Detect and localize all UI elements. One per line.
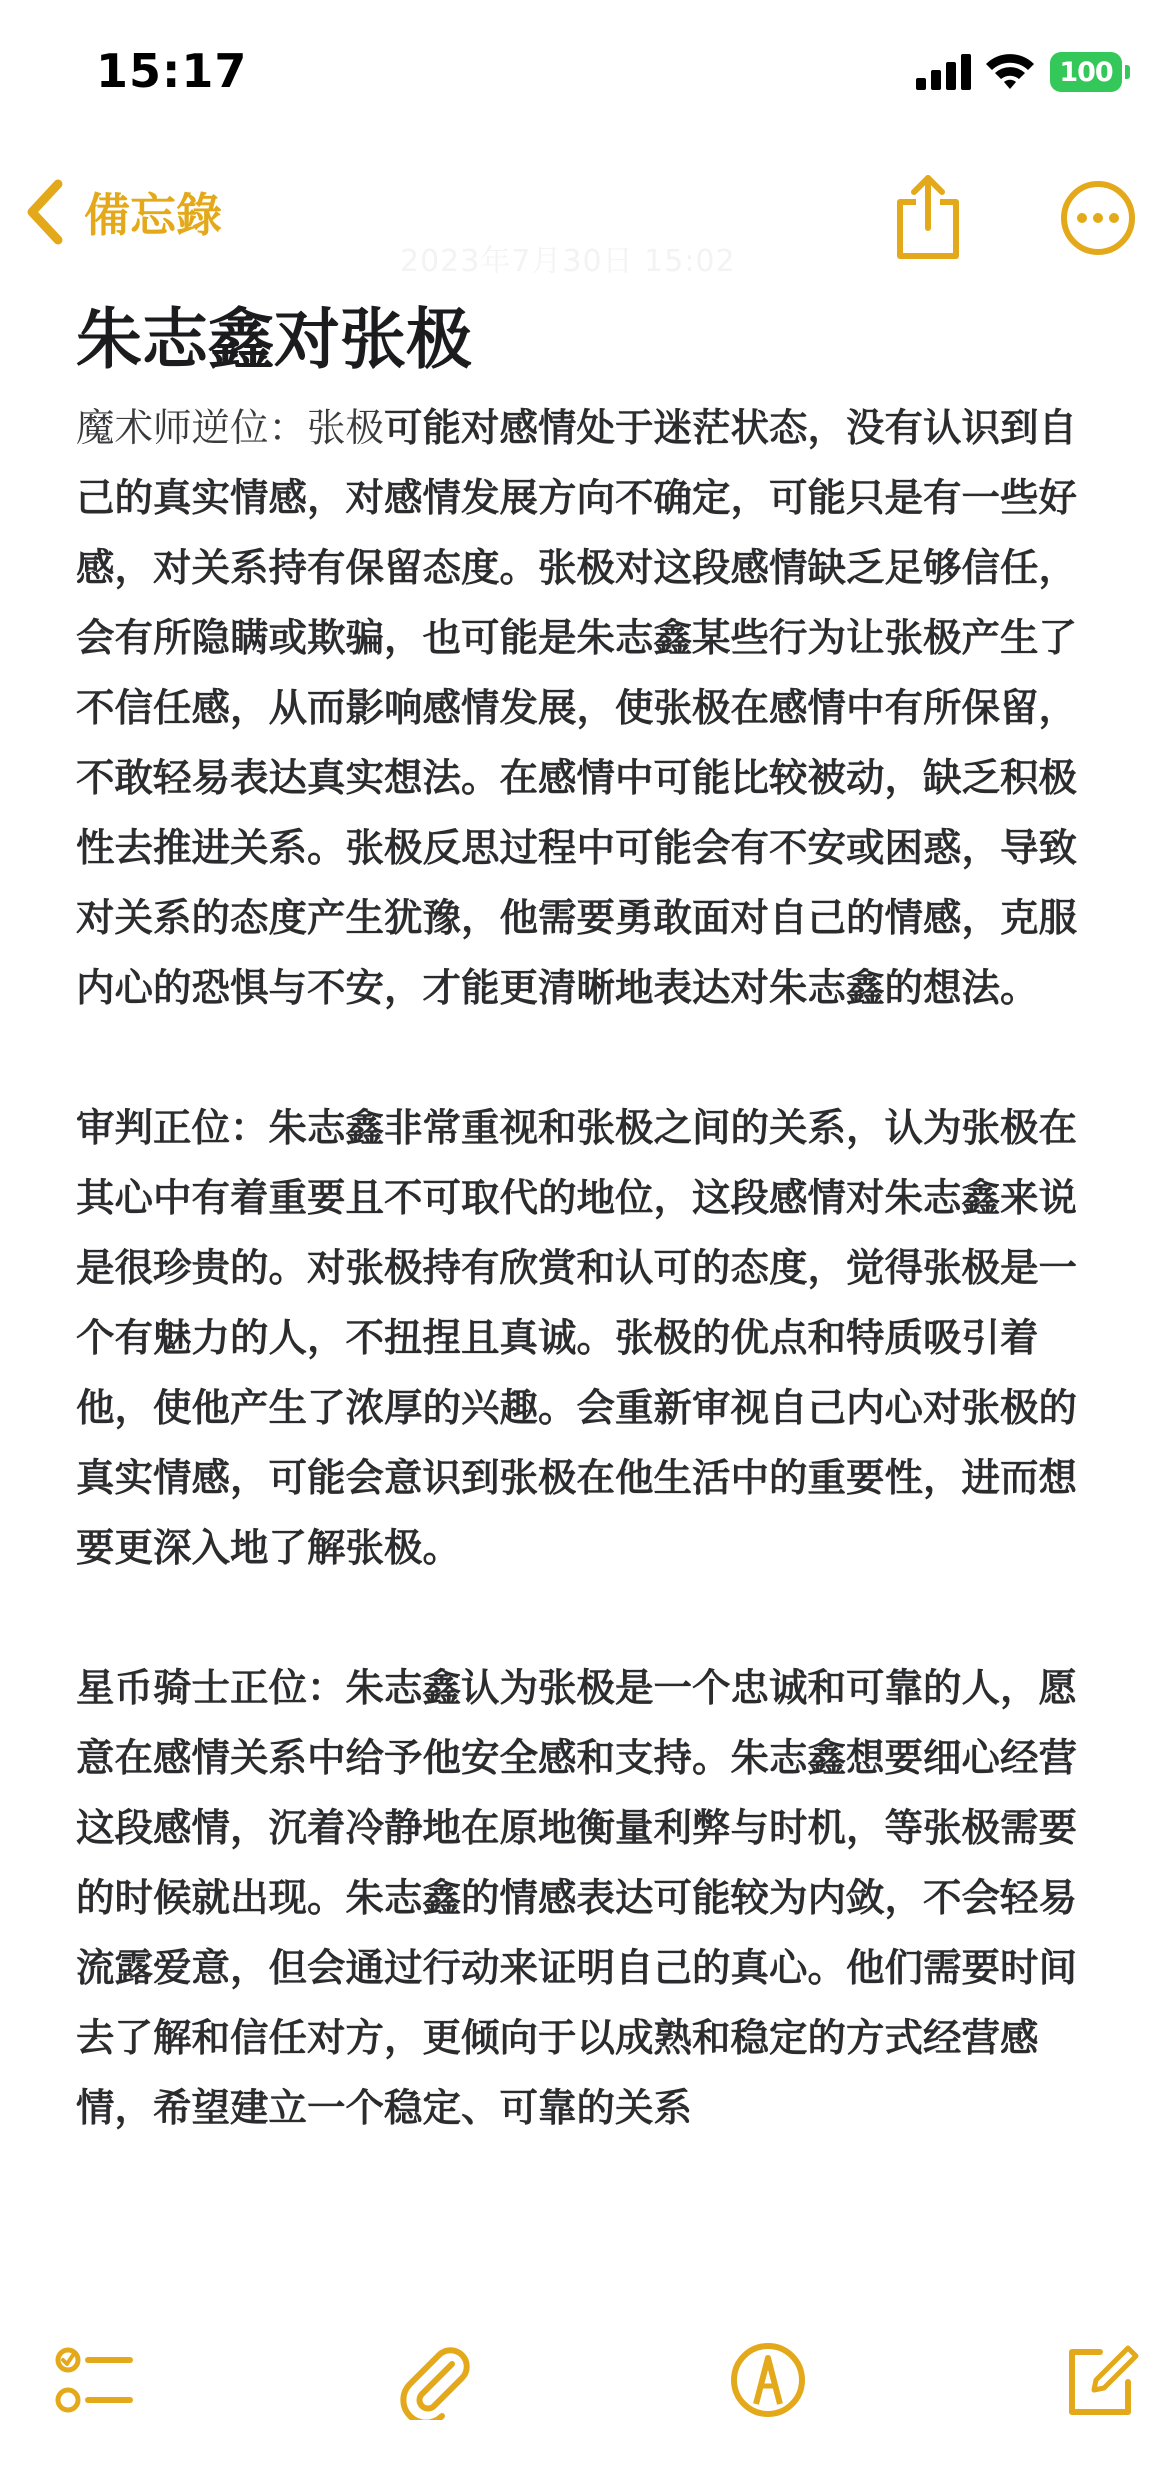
more-icon[interactable] (1058, 178, 1138, 258)
note-body[interactable] (76, 290, 1096, 2144)
note-paragraph-1 (76, 394, 1096, 1024)
paragraph-spacer (76, 1584, 1096, 1654)
status-bar (0, 0, 1170, 140)
wifi-icon (984, 52, 1036, 90)
compose-icon[interactable] (1060, 2340, 1140, 2420)
paragraph-spacer (76, 1024, 1096, 1094)
paragraph-text: 审判正位：朱志鑫非常重视和张极之间的关系，认为张极在其心中有着重要且不可取代的地位，这段感情对朱志鑫来说是很珍贵的。对张极持有欣赏和认可的态度，觉得张极是一个有魅力的人，不扭捏且真诚。张极的优点和特质吸引着他，使他产生了浓厚的兴趣。会重新审视自己内心对张极的真实情感，可能会意识到张极在他生活中的重要性，进而想要更深入地了解张极。 (76, 1106, 1078, 1571)
markup-pen-icon[interactable] (728, 2340, 808, 2420)
chevron-left-icon (22, 178, 66, 246)
note-paragraph-2 (76, 1094, 1096, 1584)
nav-bar (0, 150, 1170, 279)
note-date: 2023年7月30日 15:02 (400, 244, 736, 279)
paragraph-text: 可能对感情处于迷茫状态，没有认识到自己的真实情感，对感情发展方向不确定，可能只是有一些好感，对关系持有保留态度。张极对这段感情缺乏足够信任，会有所隐瞒或欺骗，也可能是朱志鑫某些行为让张极产生了不信任感，从而影响感情发展，使张极在感情中有所保留，不敢轻易表达真实想法。在感情中可能比较被动，缺乏积极性去推进关系。张极反思过程中可能会有不安或困惑，导致对关系的态度产生犹豫，他需要勇敢面对自己的情感，克服内心的恐惧与不安，才能更清晰地表达对朱志鑫的想法。 (76, 406, 1078, 1011)
note-paragraph-3 (76, 1654, 1096, 2144)
battery-level: 100 (1059, 56, 1113, 88)
battery-icon (1050, 52, 1130, 92)
bottom-toolbar (0, 2340, 1170, 2450)
signal-icon (916, 54, 972, 90)
paragraph-text: 星币骑士正位：朱志鑫认为张极是一个忠诚和可靠的人，愿意在感情关系中给予他安全感和支持。朱志鑫想要细心经营这段感情，沉着冷静地在原地衡量利弊与时机，等张极需要的时候就出现。朱志鑫的情感表达可能较为内敛，不会轻易流露爱意，但会通过行动来证明自己的真心。他们需要时间去了解和信任对方，更倾向于以成熟和稳定的方式经营感情，希望建立一个稳定、可靠的关系 (76, 1666, 1078, 2131)
battery-body (1050, 52, 1122, 92)
note-title: 朱志鑫对张极 (76, 301, 472, 378)
back-button[interactable] (22, 172, 222, 252)
paperclip-icon[interactable] (394, 2340, 474, 2420)
checklist-icon[interactable] (54, 2340, 134, 2420)
share-icon[interactable] (888, 172, 968, 262)
battery-tip (1125, 65, 1130, 79)
paragraph-label: 魔术师逆位：张极 (76, 406, 385, 451)
status-time: 15:17 (96, 44, 248, 98)
back-label: 備忘錄 (84, 188, 222, 242)
